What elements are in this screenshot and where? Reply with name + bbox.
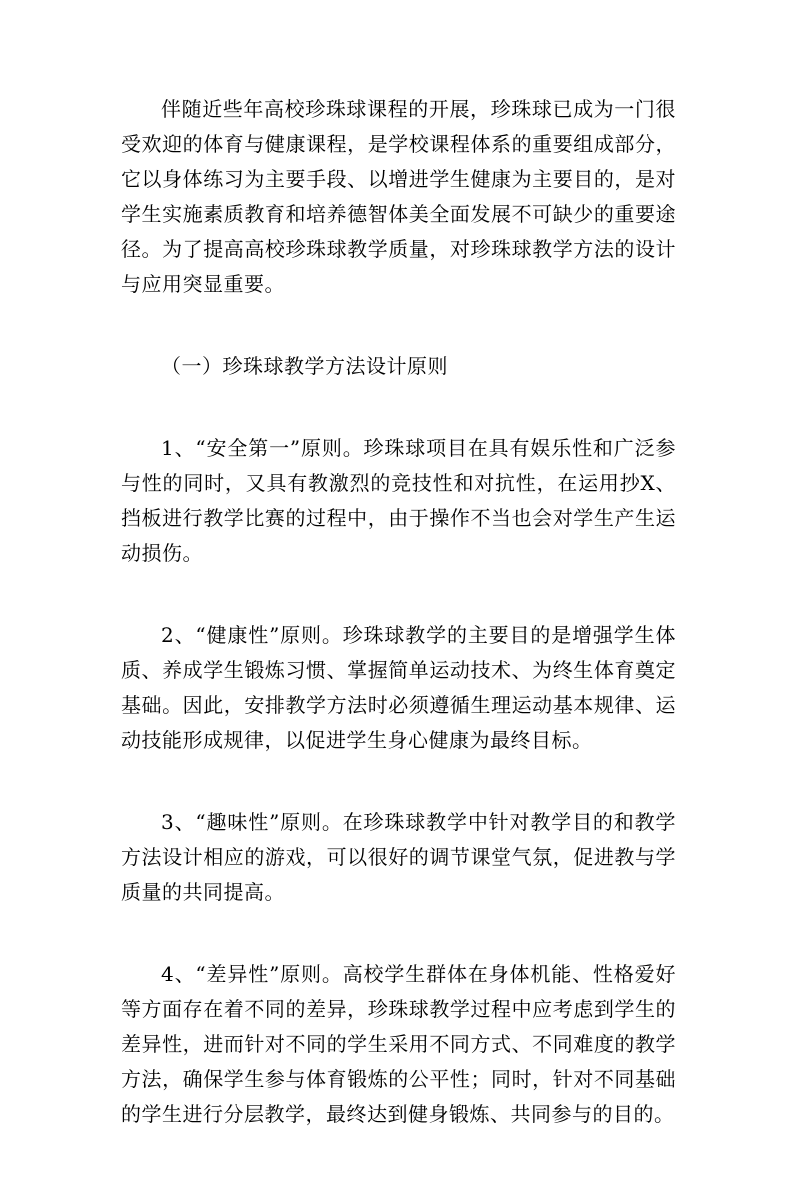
document-body <box>121 92 676 1179</box>
principle-paragraph-1: 1、“安全第一”原则。珍珠球项目在具有娱乐性和广泛参与性的同时，又具有教激烈的竞技性和对抗性，在运用抄X、挡板进行教学比赛的过程中，由于操作不当也会对学生产生运动损伤。 <box>121 436 676 565</box>
section-heading: （一）珍珠球教学方法设计原则 <box>161 354 448 378</box>
principle-paragraph-2: 2、“健康性”原则。珍珠球教学的主要目的是增强学生体质、养成学生锻炼习惯、掌握简单运动技术、为终生体育奠定基础。因此，安排教学方法时必须遵循生理运动基本规律、运动技能形成规律，以促进学生身心健康为最终目标。 <box>121 623 676 752</box>
principle-paragraph-3: 3、“趣味性”原则。在珍珠球教学中针对教学目的和教学方法设计相应的游戏，可以很好的调节课堂气氛，促进教与学质量的共同提高。 <box>121 810 676 904</box>
intro-paragraph: 伴随近些年高校珍珠球课程的开展，珍珠球已成为一门很受欢迎的体育与健康课程，是学校课程体系的重要组成部分，它以身体练习为主要手段、以增进学生健康为主要目的，是对学生实施素质教育和培养德智体美全面发展不可缺少的重要途径。为了提高高校珍珠球教学质量，对珍珠球教学方法的设计与应用突显重要。 <box>121 97 676 296</box>
principle-paragraph-4: 4、“差异性”原则。高校学生群体在身体机能、性格爱好等方面存在着不同的差异，珍珠球教学过程中应考虑到学生的差异性，进而针对不同的学生采用不同方式、不同难度的教学方法，确保学生参与体育锻炼的公平性；同时，针对不同基础的学生进行分层教学，最终达到健身锻炼、共同参与的目的。 <box>121 962 676 1126</box>
